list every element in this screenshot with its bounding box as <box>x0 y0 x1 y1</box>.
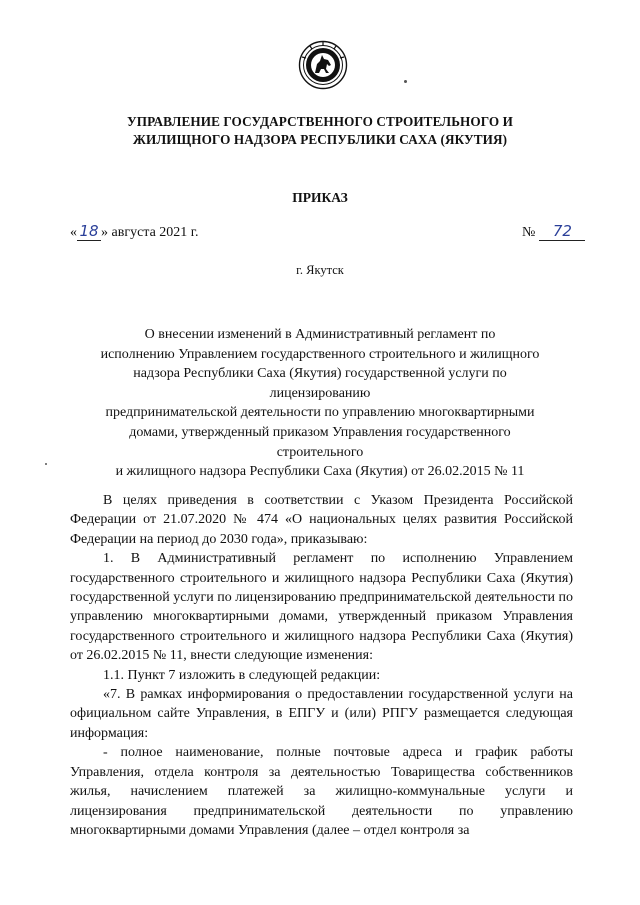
subject-line-2: исполнению Управлением государственного строительного и жилищного <box>100 346 540 362</box>
body-paragraph-bullet: - полное наименование, полные почтовые адреса и график работы Управления, отдела контроля за деятельностью Товарищества собственников жилья, начислением платежей за жилищно-коммунальные услуги и лицензирования предпринимательской деятельности по управлению многоквартирными домами Управления (далее – отдел контроля за <box>70 745 573 838</box>
order-heading: ПРИКАЗ <box>292 190 348 205</box>
handwritten-day: 18 <box>77 222 101 241</box>
organization-title-line-2: ЖИЛИЩНОГО НАДЗОРА РЕСПУБЛИКИ САХА (ЯКУТИЯ) <box>132 132 508 147</box>
body-paragraph-clause-7: «7. В рамках информирования о предоставлении государственной услуги на официальном сайте Управления, в ЕПГУ и (или) РПГУ размещается следующая информация: <box>70 687 573 741</box>
scan-speck <box>45 463 47 465</box>
subject-line-6: и жилищного надзора Республики Саха (Якутия) от 26.02.2015 № 11 <box>115 464 525 480</box>
body-paragraph-item-1-1: 1.1. Пункт 7 изложить в следующей редакции: <box>103 667 381 683</box>
subject-line-3: надзора Республики Саха (Якутия) государственной услуги по лицензированию <box>133 366 507 401</box>
order-body <box>70 491 573 840</box>
handwritten-number: 72 <box>539 222 585 241</box>
subject-line-4: предпринимательской деятельности по управлению многоквартирными <box>105 405 535 421</box>
order-subject <box>90 325 550 482</box>
organization-title-line-1: УПРАВЛЕНИЕ ГОСУДАРСТВЕННОГО СТРОИТЕЛЬНОГО И <box>126 114 514 129</box>
organization-title <box>100 113 540 149</box>
date-open-quote: « <box>70 225 77 240</box>
body-paragraph-item-1: 1. В Административный регламент по исполнению Управлением государственного строительного и жилищного надзора Республики Саха (Якутия) государственной услуги по лицензированию предпринимательской деятельности по управлению многоквартирными домами, утвержденный приказом Управления государственного строительного и жилищного надзора Республики Саха (Якутия) от 26.02.2015 № 11, внести следующие изменения: <box>70 551 573 664</box>
republic-sakha-emblem-icon <box>298 40 348 90</box>
scan-speck <box>404 80 407 83</box>
number-sign: № <box>522 225 536 240</box>
body-paragraph-preamble: В целях приведения в соответствии с Указом Президента Российской Федерации от 21.07.2020 № 474 «О национальных целях развития Российской Федерации на период до 2030 года», приказываю: <box>70 493 573 547</box>
subject-line-5: домами, утвержденный приказом Управления государственного строительного <box>129 424 511 460</box>
date-rest: » августа 2021 г. <box>101 225 199 240</box>
subject-line-1: О внесении изменений в Административный регламент по <box>144 327 496 342</box>
order-date <box>70 222 198 241</box>
city-line: г. Якутск <box>296 263 344 277</box>
order-number <box>522 222 585 241</box>
